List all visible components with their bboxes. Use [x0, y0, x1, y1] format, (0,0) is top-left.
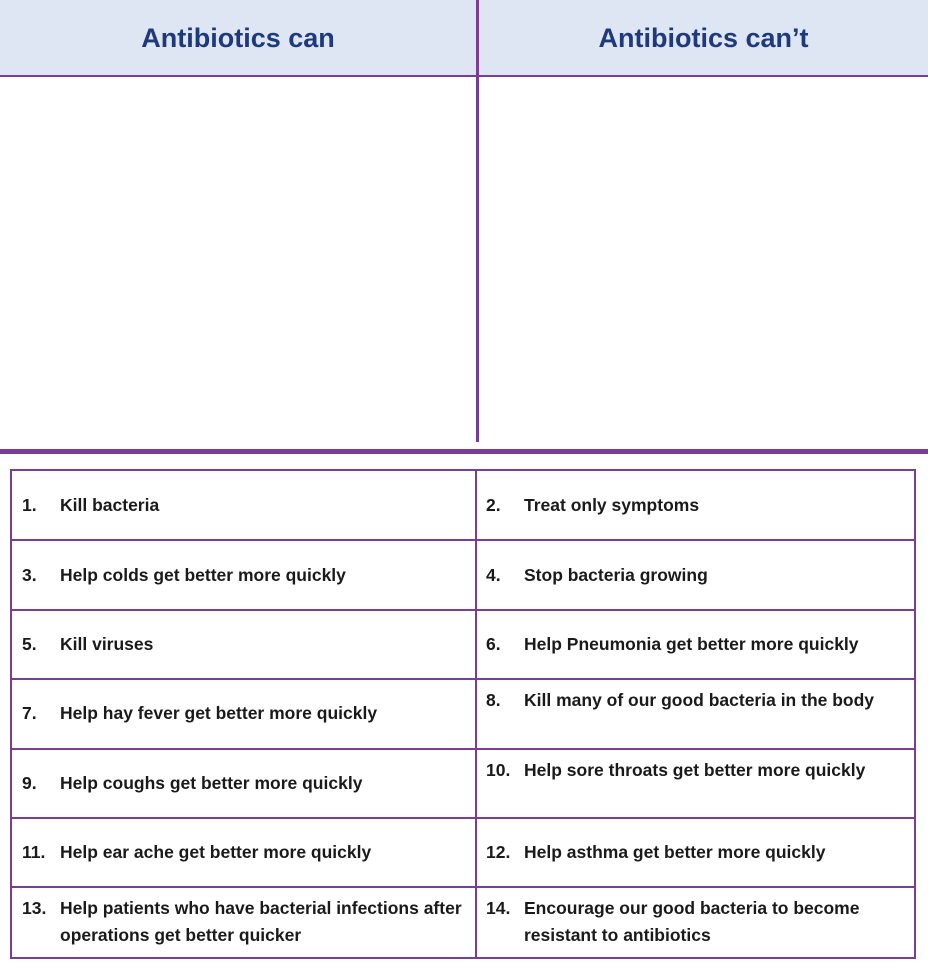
drop-zone-can[interactable]: [0, 78, 476, 442]
header-antibiotics-can: Antibiotics can: [0, 0, 476, 76]
statement-text: Help Pneumonia get better more quickly: [524, 633, 859, 654]
statement-row: [12, 540, 914, 609]
statement-number: 11.: [22, 842, 46, 863]
statement-text: Treat only symptoms: [524, 495, 700, 516]
statement-card-6[interactable]: [477, 610, 914, 679]
statement-card-4[interactable]: [477, 540, 914, 609]
statement-number: 3.: [22, 564, 37, 585]
statement-card-9[interactable]: [12, 749, 477, 818]
statement-number: 14.: [486, 898, 511, 919]
statement-card-10[interactable]: [477, 749, 914, 818]
statement-row: [12, 818, 914, 887]
statement-number: 8.: [486, 690, 501, 711]
table-bottom-border: [0, 449, 928, 454]
statement-row: [12, 679, 914, 748]
statement-number: 6.: [486, 633, 501, 654]
statements-grid: [10, 469, 916, 959]
statement-text: Help coughs get better more quickly: [60, 772, 363, 793]
statement-card-8[interactable]: [477, 679, 914, 748]
header-divider: [0, 75, 928, 77]
statement-row: [12, 610, 914, 679]
sorting-table: [0, 0, 928, 446]
statement-text: Kill viruses: [60, 633, 154, 654]
statement-row: [12, 471, 914, 540]
statement-text: Help colds get better more quickly: [60, 564, 346, 585]
statement-number: 7.: [22, 703, 37, 724]
statement-text: Encourage our good bacteria to become resistant to antibiotics: [524, 898, 860, 946]
statement-row: [12, 749, 914, 818]
statement-card-11[interactable]: [12, 818, 477, 887]
statement-number: 12.: [486, 842, 511, 863]
statement-text: Stop bacteria growing: [524, 564, 708, 585]
statement-number: 5.: [22, 633, 37, 654]
statement-text: Help patients who have bacterial infections after operations get better quicker: [60, 898, 462, 946]
statement-card-14[interactable]: [477, 887, 914, 956]
statement-text: Help hay fever get better more quickly: [60, 703, 378, 724]
statement-number: 13.: [22, 898, 47, 919]
statement-number: 4.: [486, 564, 501, 585]
statement-card-2[interactable]: [477, 471, 914, 540]
statement-text: Help asthma get better more quickly: [524, 842, 826, 863]
statement-card-1[interactable]: [12, 471, 477, 540]
statement-card-3[interactable]: [12, 540, 477, 609]
statement-row: [12, 887, 914, 956]
statement-card-5[interactable]: [12, 610, 477, 679]
statement-number: 10.: [486, 759, 511, 780]
statement-text: Kill bacteria: [60, 495, 160, 516]
drop-zone-cant[interactable]: [479, 78, 928, 442]
statement-number: 2.: [486, 495, 501, 516]
statement-text: Help ear ache get better more quickly: [60, 842, 372, 863]
statement-card-13[interactable]: [12, 887, 477, 956]
statement-text: Kill many of our good bacteria in the body: [524, 690, 875, 711]
header-antibiotics-cant: Antibiotics can’t: [479, 0, 928, 76]
statement-card-7[interactable]: [12, 679, 477, 748]
statement-card-12[interactable]: [477, 818, 914, 887]
statement-number: 9.: [22, 772, 37, 793]
statement-number: 1.: [22, 495, 37, 516]
statement-text: Help sore throats get better more quickly: [524, 759, 866, 780]
